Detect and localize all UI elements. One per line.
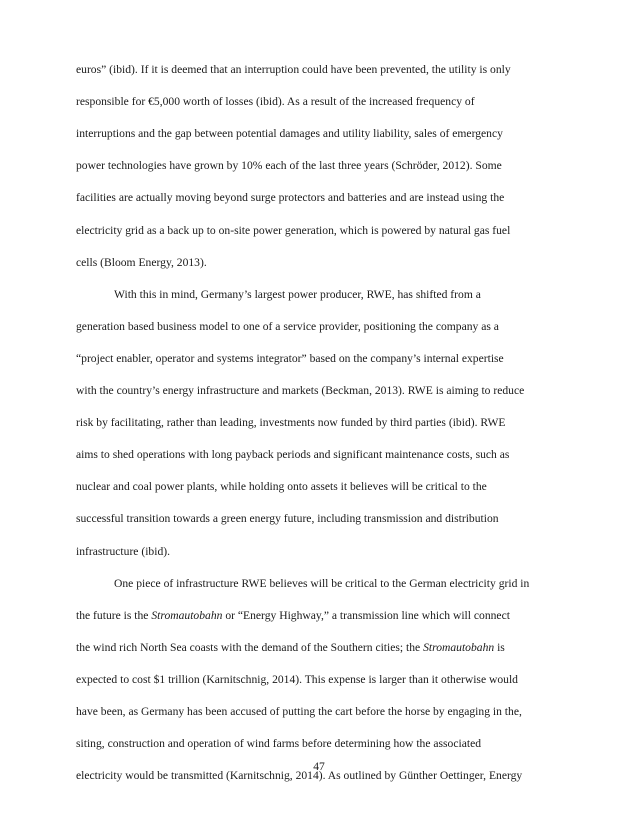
text-line-content: cells (Bloom Energy, 2013). [76, 255, 207, 269]
text-line [76, 447, 509, 463]
text-line-content: siting, construction and operation of wind farms before determining how the associated [76, 737, 482, 751]
text-line-content: responsible for €5,000 worth of losses (ibid). As a result of the increased frequency of [76, 95, 475, 109]
text-line [76, 672, 518, 688]
italic-term: Stromautobahn [151, 608, 223, 622]
text-line [76, 351, 504, 367]
text-line-content: With this in mind, Germany’s largest power producer, RWE, has shifted from a [114, 287, 481, 301]
text-line [76, 544, 170, 560]
text-line-content: nuclear and coal power plants, while holding onto assets it believes will be critical to the [76, 480, 487, 494]
text-line-content: have been, as Germany has been accused of putting the cart before the horse by engaging in the, [76, 705, 522, 718]
text-line-content: generation based business model to one of a service provider, positioning the company as a [76, 319, 499, 333]
text-line-content: the wind rich North Sea coasts with the demand of the Southern cities; the [76, 640, 424, 654]
text-line [76, 223, 510, 239]
page-number: 47 [313, 760, 325, 773]
text-line-content: with the country’s energy infrastructure and markets (Beckman, 2013). RWE is aiming to reduce [76, 384, 525, 397]
italic-term: Stromautobahn [423, 640, 495, 654]
text-line-content: “project enabler, operator and systems integrator” based on the company’s internal expertise [76, 351, 504, 365]
text-line-content: the future is the [76, 608, 152, 622]
text-line [76, 383, 524, 399]
text-line-content: interruptions and the gap between potential damages and utility liability, sales of emergency [76, 127, 503, 141]
text-line [76, 94, 475, 110]
text-line [76, 319, 499, 335]
text-line-content: risk by facilitating, rather than leading, investments now funded by third parties (ibid). RWE [76, 416, 506, 430]
text-line-content: facilities are actually moving beyond surge protectors and batteries and are instead using the [76, 191, 505, 205]
text-line-content: electricity would be transmitted (Karnitschnig, 2014). As outlined by Günther Oettinger, Energy [76, 769, 523, 783]
text-line-content: power technologies have grown by 10% each of the last three years (Schröder, 2012). Some [76, 159, 502, 173]
text-line [76, 415, 506, 431]
text-line [76, 126, 503, 142]
text-line [76, 704, 522, 720]
text-line-content: infrastructure (ibid). [76, 544, 171, 558]
text-line [76, 62, 511, 78]
text-line [76, 479, 487, 495]
text-line [76, 736, 481, 752]
text-line [76, 158, 502, 174]
text-line-content: One piece of infrastructure RWE believes will be critical to the German electricity grid in [114, 576, 530, 590]
text-line [76, 640, 505, 656]
text-line [76, 608, 510, 624]
text-line [114, 287, 481, 303]
text-line [114, 576, 529, 592]
text-line [76, 190, 504, 206]
text-line-content: expected to cost $1 trillion (Karnitschnig, 2014). This expense is larger than it otherwise would [76, 672, 518, 686]
text-line-content: successful transition towards a green energy future, including transmission and distribution [76, 512, 499, 526]
text-line [76, 255, 207, 271]
text-line-content: is [494, 640, 505, 654]
text-line-content: electricity grid as a back up to on-site power generation, which is powered by natural gas fuel [76, 223, 511, 237]
text-line [76, 511, 499, 527]
text-line-content: aims to shed operations with long payback periods and significant maintenance costs, such as [76, 448, 510, 462]
text-line-content: or “Energy Highway,” a transmission line which will connect [222, 608, 510, 622]
text-line-content: euros” (ibid). If it is deemed that an interruption could have been prevented, the utility is only [76, 63, 511, 76]
